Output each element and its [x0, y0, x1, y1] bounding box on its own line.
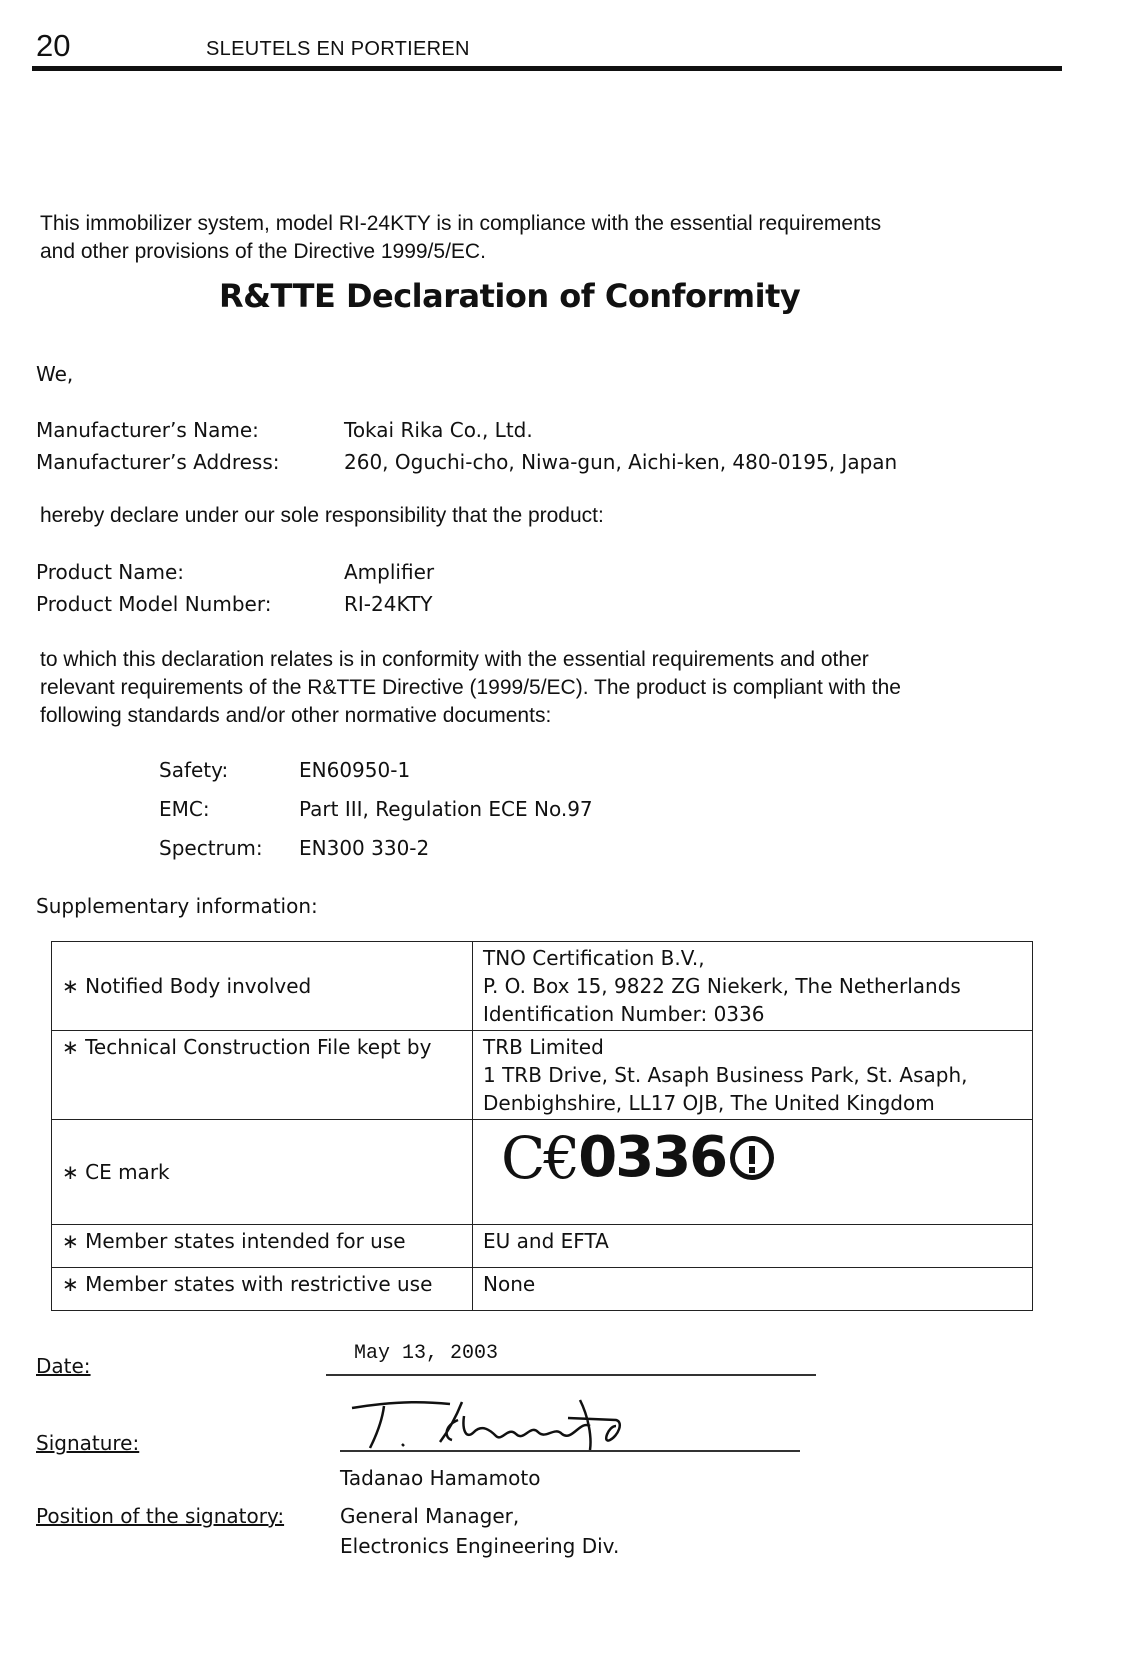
tcf-line-2: 1 TRB Drive, St. Asaph Business Park, St. Asaph,	[483, 1063, 968, 1087]
signatory-name: Tadanao Hamamoto	[340, 1466, 541, 1490]
manufacturer-name-label: Manufacturer’s Name:	[36, 418, 259, 442]
product-model-label: Product Model Number:	[36, 592, 272, 616]
manufacturer-address-label: Manufacturer’s Address:	[36, 450, 280, 474]
signature-underline	[340, 1450, 800, 1452]
date-value: May 13, 2003	[354, 1342, 499, 1365]
manufacturer-address: 260, Oguchi-cho, Niwa-gun, Aichi-ken, 480-0195, Japan	[344, 450, 898, 474]
notified-body-line-1: TNO Certification B.V.,	[483, 946, 705, 970]
alert-circle-icon	[730, 1136, 774, 1180]
conformity-line-1: to which this declaration relates is in conformity with the essential requirements and other	[40, 648, 869, 671]
notified-body-line-3: Identification Number: 0336	[483, 1002, 765, 1026]
supplementary-heading: Supplementary information:	[36, 894, 318, 918]
table-row	[52, 1120, 1033, 1225]
standard-label-spectrum: Spectrum:	[159, 836, 263, 860]
tcf-line-3: Denbighshire, LL17 OJB, The United Kingdom	[483, 1091, 935, 1115]
manufacturer-name: Tokai Rika Co., Ltd.	[344, 418, 533, 442]
product-model: RI-24KTY	[344, 592, 433, 616]
page-number: 20	[36, 28, 71, 63]
intro-line-1: This immobilizer system, model RI-24KTY is in compliance with the essential requirements	[40, 212, 882, 235]
we-label: We,	[36, 362, 74, 386]
supplementary-table	[51, 941, 1033, 1311]
row-label-notified-body: ∗ Notified Body involved	[52, 942, 473, 1031]
standard-label-safety: Safety:	[159, 758, 229, 782]
standard-value-safety: EN60950-1	[299, 758, 411, 782]
row-value-restrictive-use: None	[473, 1268, 1033, 1311]
table-row	[52, 1225, 1033, 1268]
standard-label-emc: EMC:	[159, 797, 210, 821]
tcf-line-1: TRB Limited	[483, 1035, 604, 1059]
conformity-line-2: relevant requirements of the R&TTE Directive (1999/5/EC). The product is compliant with the	[40, 676, 901, 699]
product-name-label: Product Name:	[36, 560, 185, 584]
date-underline	[326, 1374, 816, 1376]
standard-value-spectrum: EN300 330-2	[299, 836, 430, 860]
hereby-text: hereby declare under our sole responsibility that the product:	[40, 504, 604, 527]
ce-mark	[501, 1124, 1022, 1192]
conformity-line-3: following standards and/or other normative documents:	[40, 704, 552, 727]
row-label-tcf: ∗ Technical Construction File kept by	[52, 1031, 473, 1120]
row-label-ce-mark: ∗ CE mark	[52, 1120, 473, 1225]
ce-symbol-icon: C€	[501, 1124, 579, 1192]
table-row	[52, 1268, 1033, 1311]
ce-number: 0336	[578, 1125, 727, 1190]
signature-image	[340, 1396, 660, 1452]
table-row	[52, 942, 1033, 1031]
product-name: Amplifier	[344, 560, 435, 584]
date-label: Date:	[36, 1354, 91, 1378]
position-label: Position of the signatory:	[36, 1504, 285, 1528]
row-value-member-states: EU and EFTA	[473, 1225, 1033, 1268]
row-label-restrictive-use: ∗ Member states with restrictive use	[52, 1268, 473, 1311]
table-row	[52, 1031, 1033, 1120]
row-value-tcf	[473, 1031, 1033, 1120]
section-title: SLEUTELS EN PORTIEREN	[206, 38, 470, 60]
standard-value-emc: Part III, Regulation ECE No.97	[299, 797, 593, 821]
signature-label: Signature:	[36, 1431, 140, 1455]
intro-line-2: and other provisions of the Directive 1999/5/EC.	[40, 240, 486, 263]
notified-body-line-2: P. O. Box 15, 9822 ZG Niekerk, The Netherlands	[483, 974, 961, 998]
signature-icon	[340, 1396, 660, 1452]
row-value-ce-mark	[473, 1120, 1033, 1225]
position-line-1: General Manager,	[340, 1504, 520, 1528]
declaration-title: R&TTE Declaration of Conformity	[219, 277, 801, 315]
row-label-member-states: ∗ Member states intended for use	[52, 1225, 473, 1268]
position-line-2: Electronics Engineering Div.	[340, 1534, 620, 1558]
row-value-notified-body	[473, 942, 1033, 1031]
header-divider	[32, 66, 1062, 71]
